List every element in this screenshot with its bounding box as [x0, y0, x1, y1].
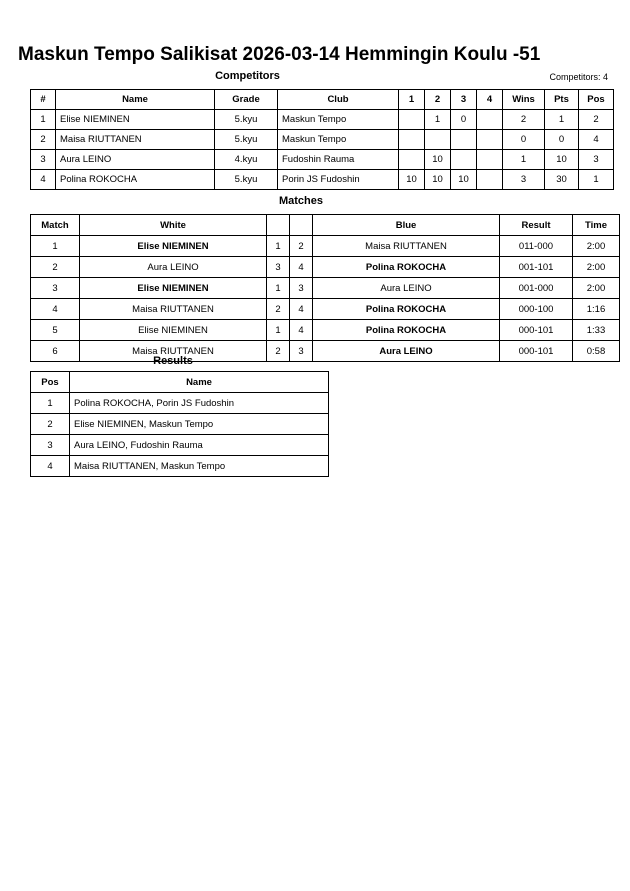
- cell-blue-name: Polina ROKOCHA: [313, 299, 500, 320]
- cell-blue-name: Aura LEINO: [313, 278, 500, 299]
- cell-grade: 5.kyu: [215, 130, 278, 150]
- cell-number: 3: [31, 150, 56, 170]
- cell-round-2: 10: [425, 150, 451, 170]
- cell-club: Porin JS Fudoshin: [278, 170, 399, 190]
- cell-match-number: 4: [31, 299, 80, 320]
- cell-club: Maskun Tempo: [278, 110, 399, 130]
- cell-wins: 1: [503, 150, 545, 170]
- cell-number: 1: [31, 110, 56, 130]
- cell-blue-name: Polina ROKOCHA: [313, 320, 500, 341]
- competitors-count: Competitors: 4: [549, 72, 608, 82]
- table-header-row: [31, 90, 614, 110]
- cell-wins: 2: [503, 110, 545, 130]
- cell-white-seed: 2: [267, 341, 290, 362]
- table-row: [31, 150, 614, 170]
- table-row: [31, 278, 620, 299]
- cell-club: Fudoshin Rauma: [278, 150, 399, 170]
- cell-round-1: [399, 110, 425, 130]
- column-header-round-1: 1: [399, 90, 425, 110]
- table-row: [31, 236, 620, 257]
- column-header-grade: Grade: [215, 90, 278, 110]
- cell-white-name: Elise NIEMINEN: [80, 236, 267, 257]
- column-header-club: Club: [278, 90, 399, 110]
- cell-match-number: 1: [31, 236, 80, 257]
- cell-white-name: Aura LEINO: [80, 257, 267, 278]
- cell-pos: 2: [31, 414, 70, 435]
- cell-time: 2:00: [573, 257, 620, 278]
- table-row: [31, 299, 620, 320]
- cell-club: Maskun Tempo: [278, 130, 399, 150]
- cell-round-2: [425, 130, 451, 150]
- cell-result: 001-000: [500, 278, 573, 299]
- cell-round-1: [399, 130, 425, 150]
- cell-grade: 5.kyu: [215, 170, 278, 190]
- cell-round-1: 10: [399, 170, 425, 190]
- column-header-blue-seed: [290, 215, 313, 236]
- cell-white-name: Elise NIEMINEN: [80, 278, 267, 299]
- column-header-name: Name: [56, 90, 215, 110]
- cell-name: Polina ROKOCHA: [56, 170, 215, 190]
- cell-round-3: [451, 150, 477, 170]
- column-header-pos: Pos: [579, 90, 614, 110]
- table-row: [31, 456, 329, 477]
- cell-pos: 4: [31, 456, 70, 477]
- competitors-table: [30, 89, 614, 190]
- cell-name: Aura LEINO: [56, 150, 215, 170]
- column-header-blue: Blue: [313, 215, 500, 236]
- cell-pts: 0: [545, 130, 579, 150]
- column-header-pts: Pts: [545, 90, 579, 110]
- cell-grade: 5.kyu: [215, 110, 278, 130]
- cell-wins: 3: [503, 170, 545, 190]
- cell-match-number: 6: [31, 341, 80, 362]
- cell-pts: 1: [545, 110, 579, 130]
- cell-result: 011-000: [500, 236, 573, 257]
- table-header-row: [31, 215, 620, 236]
- cell-name: Aura LEINO, Fudoshin Rauma: [70, 435, 329, 456]
- cell-name: Elise NIEMINEN, Maskun Tempo: [70, 414, 329, 435]
- cell-name: Maisa RIUTTANEN, Maskun Tempo: [70, 456, 329, 477]
- cell-round-4: [477, 170, 503, 190]
- cell-round-2: 10: [425, 170, 451, 190]
- column-header-white: White: [80, 215, 267, 236]
- table-row: [31, 414, 329, 435]
- cell-pos: 2: [579, 110, 614, 130]
- column-header-white-seed: [267, 215, 290, 236]
- cell-white-seed: 3: [267, 257, 290, 278]
- table-row: [31, 435, 329, 456]
- cell-pts: 30: [545, 170, 579, 190]
- cell-round-4: [477, 110, 503, 130]
- cell-white-seed: 1: [267, 236, 290, 257]
- cell-blue-seed: 4: [290, 299, 313, 320]
- results-section-label: Results: [153, 355, 193, 367]
- matches-section-label: Matches: [278, 195, 324, 207]
- cell-pos: 3: [31, 435, 70, 456]
- cell-result: 000-101: [500, 341, 573, 362]
- cell-grade: 4.kyu: [215, 150, 278, 170]
- cell-pos: 3: [579, 150, 614, 170]
- cell-match-number: 3: [31, 278, 80, 299]
- column-header-match: Match: [31, 215, 80, 236]
- cell-result: 000-101: [500, 320, 573, 341]
- cell-white-name: Maisa RIUTTANEN: [80, 341, 267, 362]
- matches-table: [30, 214, 620, 362]
- cell-blue-seed: 4: [290, 257, 313, 278]
- cell-round-2: 1: [425, 110, 451, 130]
- cell-white-seed: 1: [267, 278, 290, 299]
- cell-name: Polina ROKOCHA, Porin JS Fudoshin: [70, 393, 329, 414]
- cell-time: 1:16: [573, 299, 620, 320]
- cell-blue-seed: 3: [290, 341, 313, 362]
- cell-match-number: 5: [31, 320, 80, 341]
- cell-wins: 0: [503, 130, 545, 150]
- column-header-name: Name: [70, 372, 329, 393]
- column-header-pos: Pos: [31, 372, 70, 393]
- cell-blue-seed: 2: [290, 236, 313, 257]
- cell-round-3: 0: [451, 110, 477, 130]
- cell-number: 4: [31, 170, 56, 190]
- cell-time: 1:33: [573, 320, 620, 341]
- column-header-number: #: [31, 90, 56, 110]
- cell-pos: 1: [31, 393, 70, 414]
- cell-time: 2:00: [573, 278, 620, 299]
- column-header-time: Time: [573, 215, 620, 236]
- cell-result: 000-100: [500, 299, 573, 320]
- cell-blue-name: Polina ROKOCHA: [313, 257, 500, 278]
- column-header-wins: Wins: [503, 90, 545, 110]
- cell-round-4: [477, 150, 503, 170]
- cell-pts: 10: [545, 150, 579, 170]
- column-header-result: Result: [500, 215, 573, 236]
- table-header-row: [31, 372, 329, 393]
- cell-result: 001-101: [500, 257, 573, 278]
- cell-white-seed: 1: [267, 320, 290, 341]
- page-title: Maskun Tempo Salikisat 2026-03-14 Hemmingin Koulu -51: [18, 44, 541, 65]
- cell-pos: 4: [579, 130, 614, 150]
- cell-match-number: 2: [31, 257, 80, 278]
- cell-time: 0:58: [573, 341, 620, 362]
- cell-time: 2:00: [573, 236, 620, 257]
- cell-blue-seed: 3: [290, 278, 313, 299]
- cell-blue-seed: 4: [290, 320, 313, 341]
- cell-white-seed: 2: [267, 299, 290, 320]
- results-table: [30, 371, 329, 477]
- column-header-round-2: 2: [425, 90, 451, 110]
- cell-round-3: 10: [451, 170, 477, 190]
- competitors-section-label: Competitors: [215, 70, 280, 82]
- table-row: [31, 257, 620, 278]
- table-row: [31, 320, 620, 341]
- table-row: [31, 393, 329, 414]
- table-row: [31, 110, 614, 130]
- column-header-round-4: 4: [477, 90, 503, 110]
- cell-number: 2: [31, 130, 56, 150]
- cell-round-3: [451, 130, 477, 150]
- cell-round-4: [477, 130, 503, 150]
- cell-name: Maisa RIUTTANEN: [56, 130, 215, 150]
- cell-blue-name: Aura LEINO: [313, 341, 500, 362]
- cell-round-1: [399, 150, 425, 170]
- cell-white-name: Elise NIEMINEN: [80, 320, 267, 341]
- cell-name: Elise NIEMINEN: [56, 110, 215, 130]
- table-row: [31, 170, 614, 190]
- column-header-round-3: 3: [451, 90, 477, 110]
- cell-pos: 1: [579, 170, 614, 190]
- cell-white-name: Maisa RIUTTANEN: [80, 299, 267, 320]
- table-row: [31, 130, 614, 150]
- cell-blue-name: Maisa RIUTTANEN: [313, 236, 500, 257]
